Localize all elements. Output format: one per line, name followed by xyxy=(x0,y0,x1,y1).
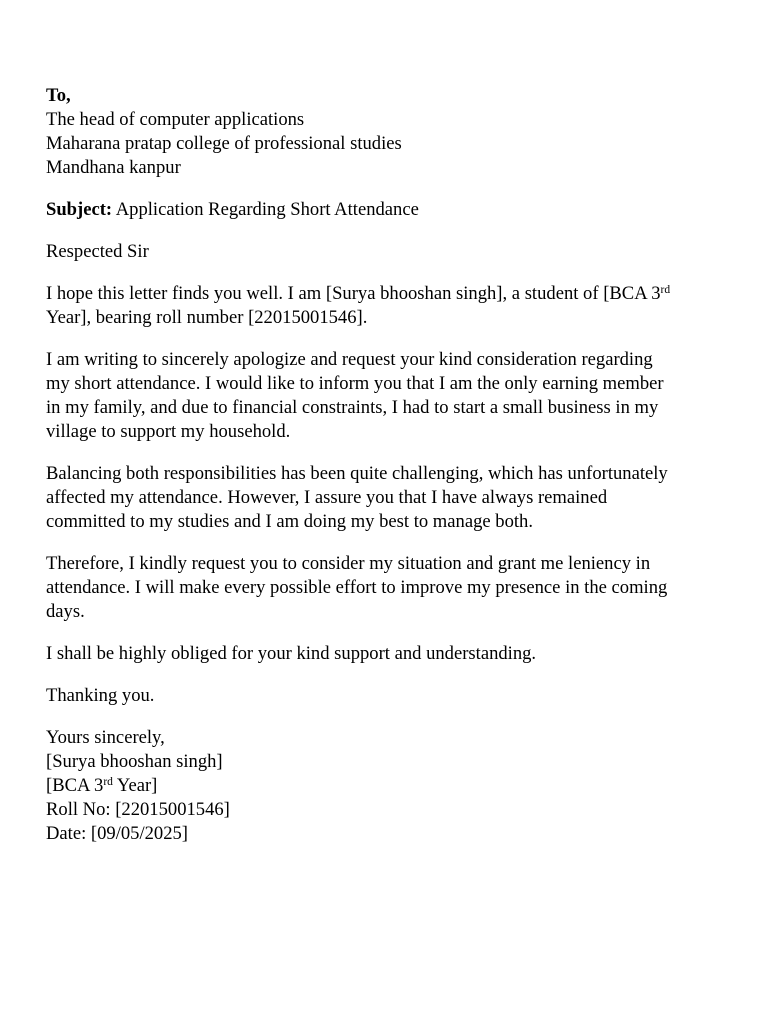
intro-line-1: I hope this letter finds you well. I am [Surya bhooshan singh], a student of [BCA 3rd xyxy=(46,283,671,304)
subject-label: Subject: xyxy=(46,199,113,220)
obliged-line: I shall be highly obliged for your kind support and understanding. xyxy=(46,643,537,664)
address-line-2: Maharana pratap college of professional studies xyxy=(46,133,402,154)
body-paragraph-3-line: Therefore, I kindly request you to consider my situation and grant me leniency in xyxy=(46,553,651,574)
body-paragraph-1-line: my short attendance. I would like to inform you that I am the only earning member xyxy=(46,373,664,394)
body-paragraph-3-line: days. xyxy=(46,601,85,622)
letter-document xyxy=(46,84,736,846)
body-paragraph-1-line: village to support my household. xyxy=(46,421,291,442)
intro-line-2: Year], bearing roll number [22015001546]. xyxy=(46,307,368,328)
subject-line xyxy=(46,198,736,222)
subject-text: Application Regarding Short Attendance xyxy=(112,199,419,220)
closing-block xyxy=(46,726,736,846)
body-paragraph-2 xyxy=(46,462,736,534)
sender-roll: Roll No: [22015001546] xyxy=(46,799,230,820)
body-paragraph-2-line: Balancing both responsibilities has been quite challenging, which has unfortunately xyxy=(46,463,668,484)
address-block xyxy=(46,84,736,180)
body-paragraph-2-line: affected my attendance. However, I assure you that I have always remained xyxy=(46,487,608,508)
intro-paragraph xyxy=(46,282,736,330)
body-paragraph-2-line: committed to my studies and I am doing my best to manage both. xyxy=(46,511,533,532)
sender-name: [Surya bhooshan singh] xyxy=(46,751,223,772)
thanks-line: Thanking you. xyxy=(46,685,155,706)
body-paragraph-3-line: attendance. I will make every possible effort to improve my presence in the coming xyxy=(46,577,668,598)
address-line-3: Mandhana kanpur xyxy=(46,157,181,178)
letter-date: Date: [09/05/2025] xyxy=(46,823,189,844)
address-line-1: The head of computer applications xyxy=(46,109,305,130)
sender-course: [BCA 3rd Year] xyxy=(46,775,158,796)
body-paragraph-1 xyxy=(46,348,736,444)
salutation: To, xyxy=(46,85,71,106)
body-paragraph-3 xyxy=(46,552,736,624)
greeting: Respected Sir xyxy=(46,241,149,262)
body-paragraph-1-line: I am writing to sincerely apologize and request your kind consideration regarding xyxy=(46,349,653,370)
body-paragraph-1-line: in my family, and due to financial constraints, I had to start a small business in my xyxy=(46,397,659,418)
sign-off: Yours sincerely, xyxy=(46,727,165,748)
